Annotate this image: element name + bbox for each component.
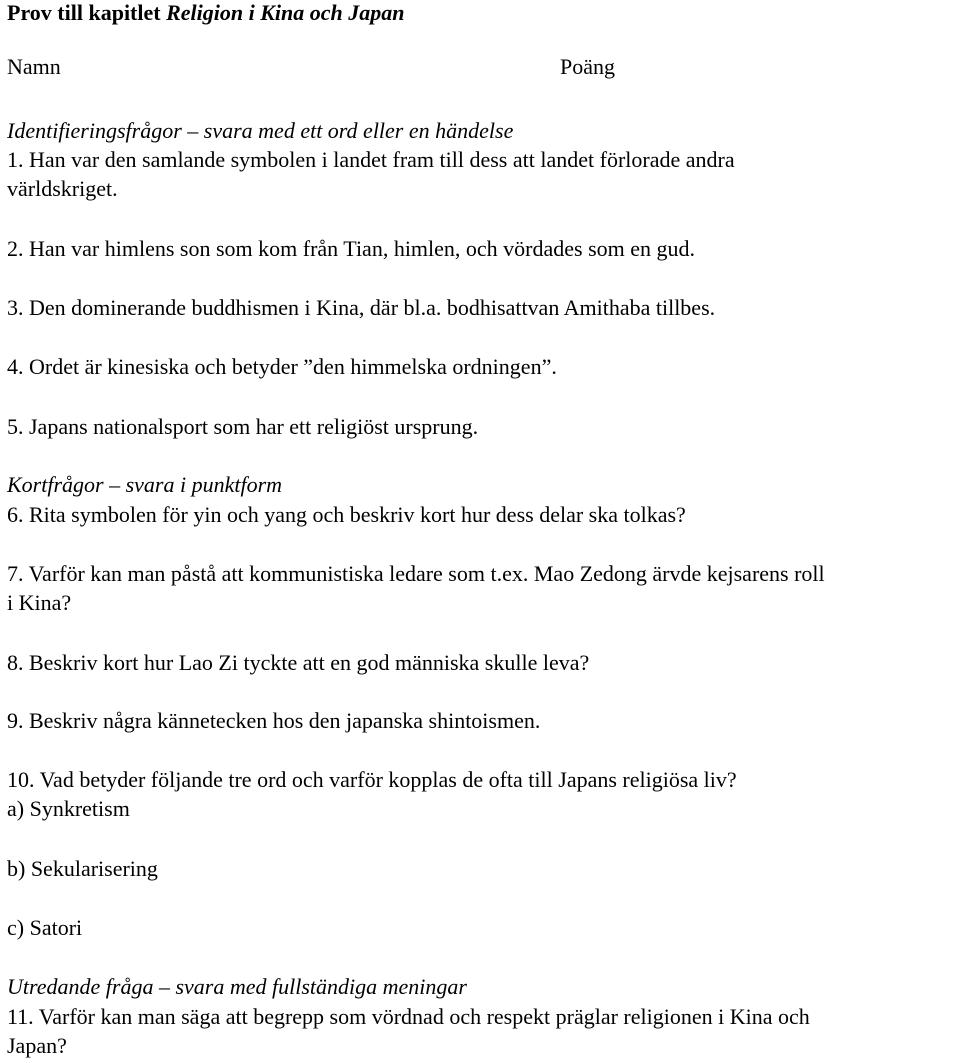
- question-7-line-1: 7. Varför kan man påstå att kommunistiska ledare som t.ex. Mao Zedong ärvde kejsarens roll: [7, 561, 825, 586]
- question-3: 3. Den dominerande buddhismen i Kina, där bl.a. bodhisattvan Amithaba tillbes.: [7, 295, 716, 320]
- section-heading-essay: Utredande fråga – svara med fullständiga meningar: [7, 974, 467, 999]
- question-9: 9. Beskriv några kännetecken hos den japanska shintoismen.: [7, 708, 541, 733]
- question-10-c: c) Satori: [7, 915, 83, 940]
- name-label: Namn: [7, 54, 61, 79]
- question-7-line-2: i Kina?: [7, 590, 72, 615]
- page-title: [7, 0, 404, 26]
- question-10-b: b) Sekularisering: [7, 856, 158, 881]
- title-chapter-name: Religion i Kina och Japan: [166, 0, 405, 25]
- title-prefix: Prov till kapitlet: [7, 0, 167, 25]
- question-1-line-1: 1. Han var den samlande symbolen i landet fram till dess att landet förlorade andra: [7, 147, 735, 172]
- question-11-line-1: 11. Varför kan man säga att begrepp som vördnad och respekt präglar religionen i Kina och: [7, 1004, 810, 1029]
- question-11-line-2: Japan?: [7, 1033, 67, 1058]
- question-10-a: a) Synkretism: [7, 796, 130, 821]
- question-6: 6. Rita symbolen för yin och yang och beskriv kort hur dess delar ska tolkas?: [7, 502, 686, 527]
- question-2: 2. Han var himlens son som kom från Tian, himlen, och vördades som en gud.: [7, 236, 696, 261]
- question-4: 4. Ordet är kinesiska och betyder ”den himmelska ordningen”.: [7, 354, 557, 379]
- question-10: 10. Vad betyder följande tre ord och varför kopplas de ofta till Japans religiösa liv?: [7, 767, 737, 792]
- section-heading-identification: Identifieringsfrågor – svara med ett ord eller en händelse: [7, 118, 514, 143]
- points-label: Poäng: [560, 54, 615, 79]
- question-1-line-2: världskriget.: [7, 176, 118, 201]
- question-5: 5. Japans nationalsport som har ett religiöst ursprung.: [7, 414, 479, 439]
- section-heading-short: Kortfrågor – svara i punktform: [7, 472, 283, 497]
- question-8: 8. Beskriv kort hur Lao Zi tyckte att en god människa skulle leva?: [7, 650, 590, 675]
